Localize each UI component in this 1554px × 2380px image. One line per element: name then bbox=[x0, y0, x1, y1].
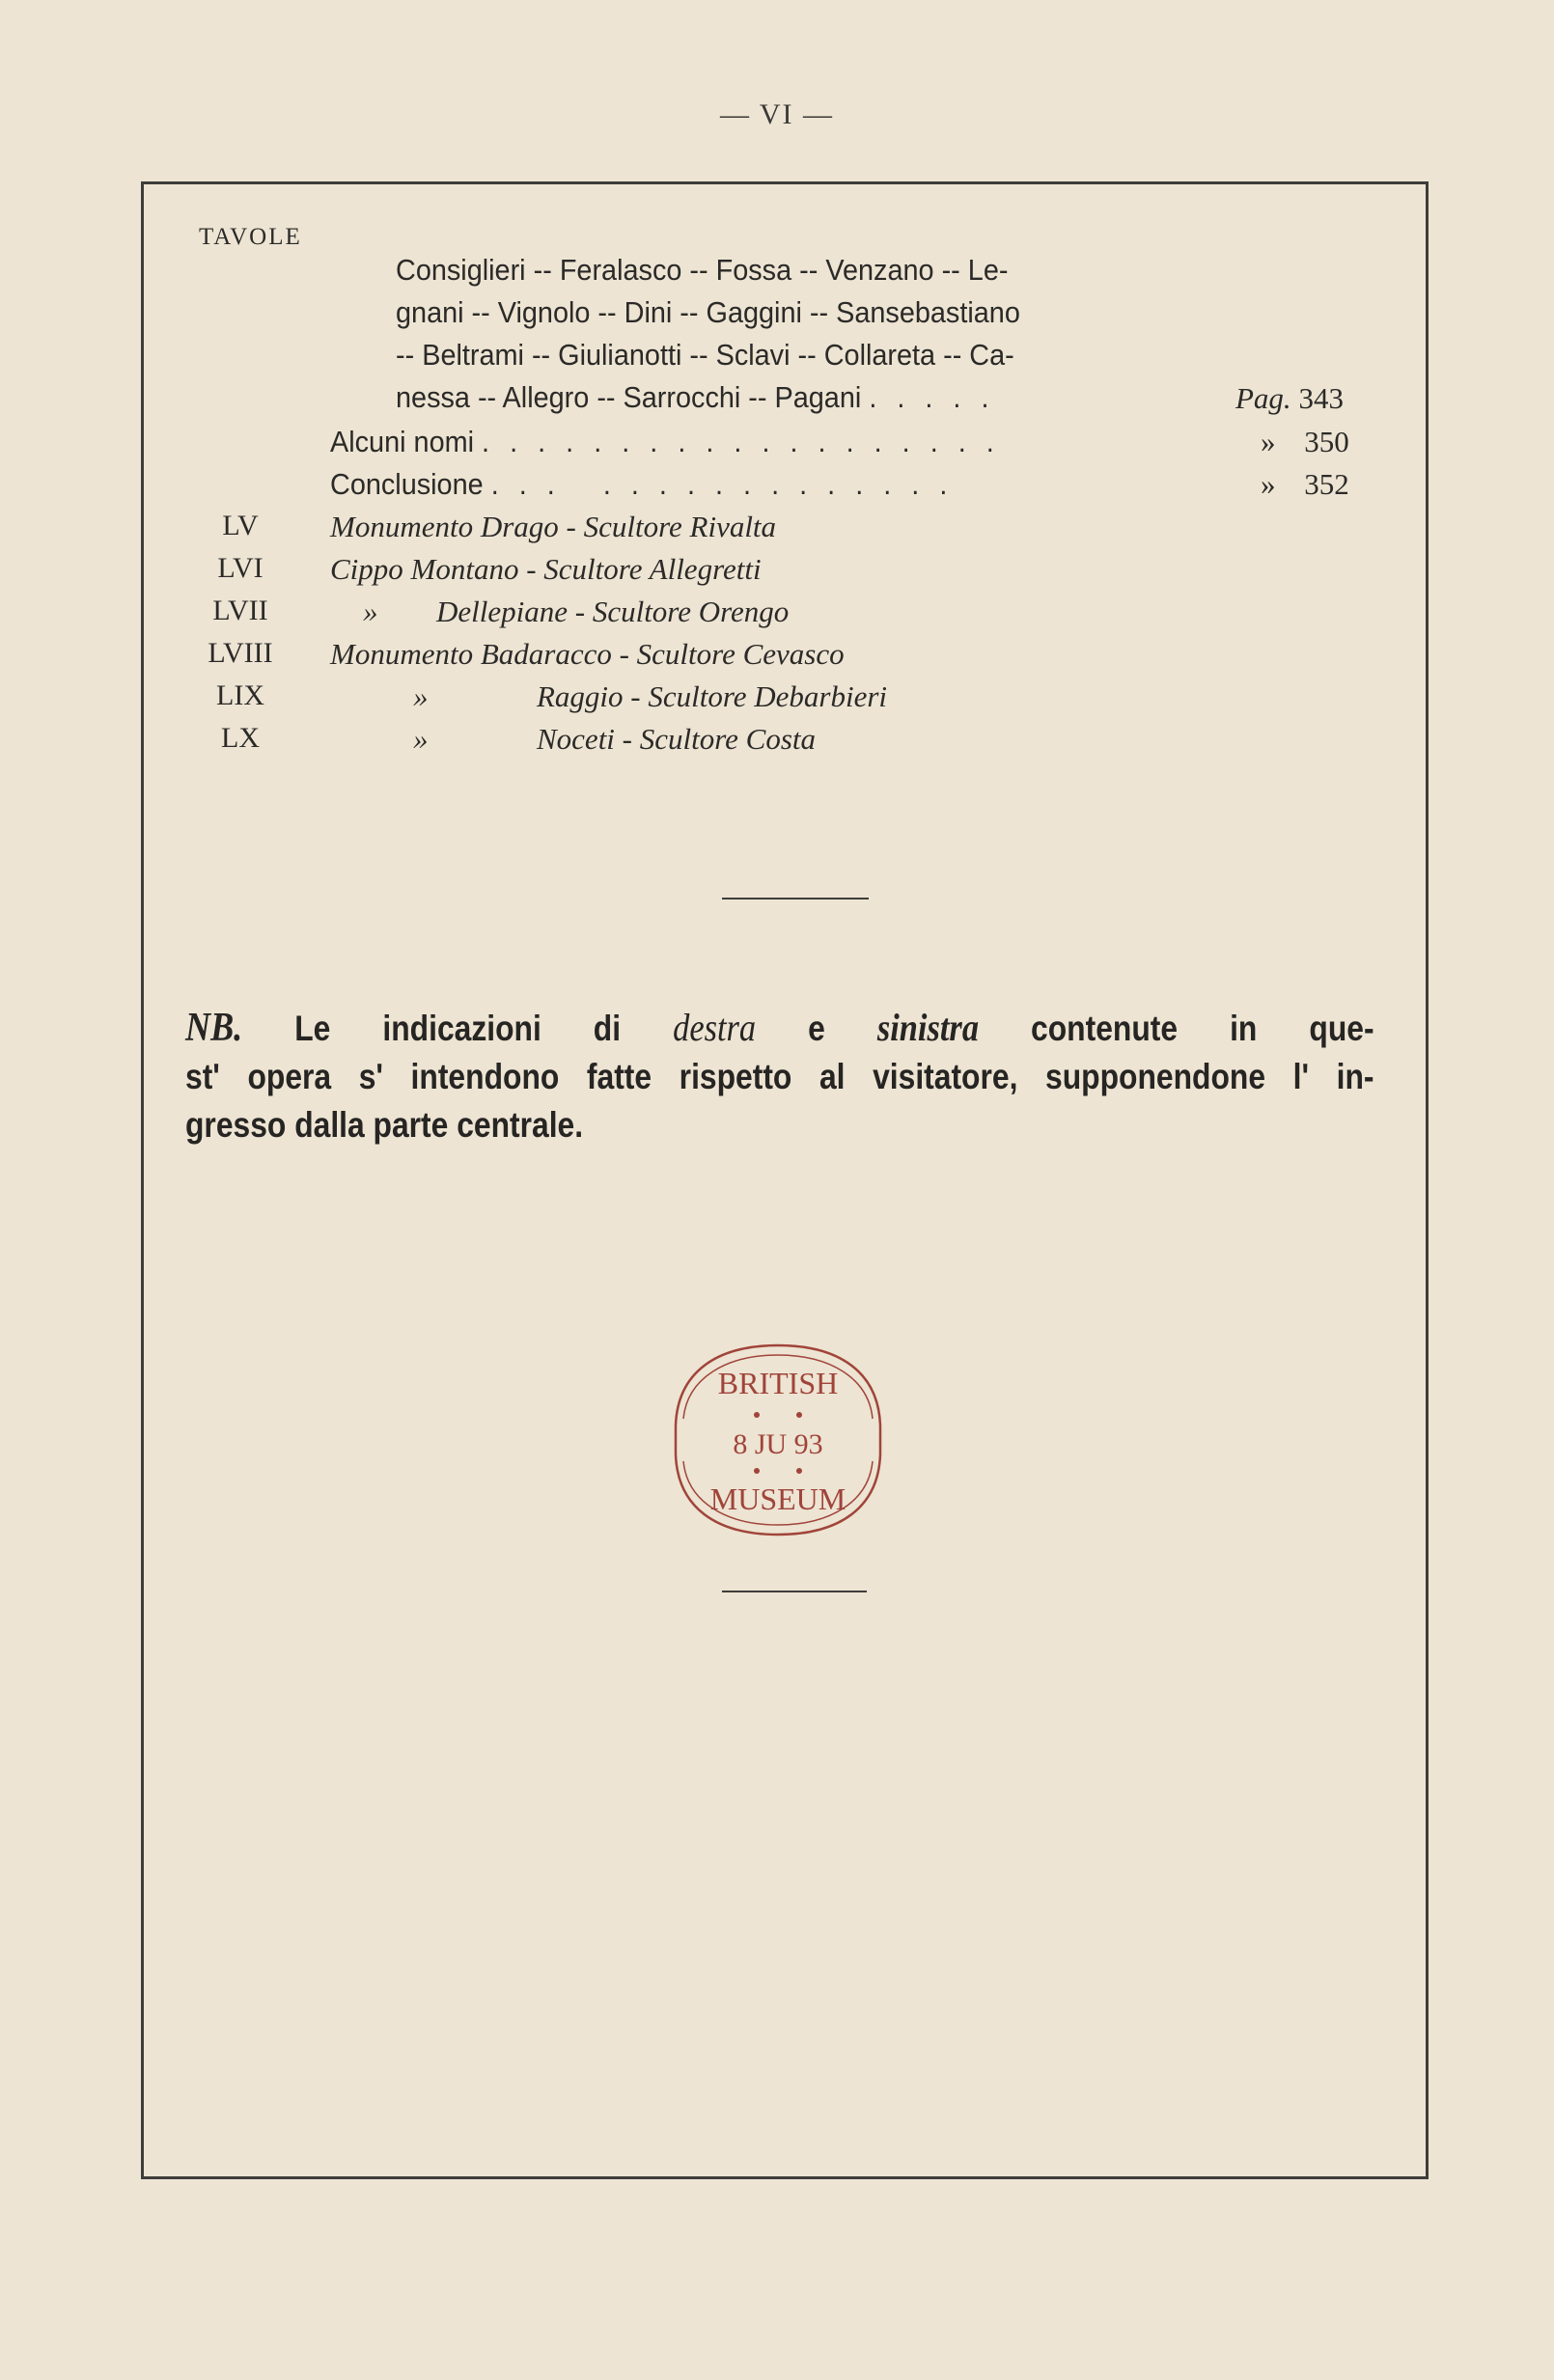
pag-label: Pag. bbox=[1235, 381, 1291, 415]
page-value: 343 bbox=[1298, 381, 1344, 415]
plate-number: LVII bbox=[212, 595, 268, 626]
nb-text: e bbox=[808, 1009, 825, 1048]
page-number: — VI — bbox=[719, 98, 835, 130]
toc-page-ref bbox=[1261, 425, 1349, 459]
page-value: 352 bbox=[1304, 467, 1349, 501]
museum-stamp bbox=[649, 1334, 907, 1546]
plate-ditto: » bbox=[363, 595, 378, 628]
plate-number: LVI bbox=[217, 552, 264, 584]
plate-title: Noceti - Scultore Costa bbox=[537, 722, 817, 756]
toc-entry-title: Alcuni nomi bbox=[330, 425, 475, 458]
ditto-mark: » bbox=[1261, 425, 1276, 458]
continuation-page-ref bbox=[1235, 381, 1344, 416]
nb-text: contenute in que- bbox=[1031, 1009, 1374, 1048]
continuation-line: Consiglieri -- Feralasco -- Fossa -- Venzano -- Le- bbox=[396, 253, 1009, 287]
divider-rule bbox=[722, 1591, 867, 1592]
toc-entry-conclusione bbox=[330, 467, 954, 502]
nb-destra: destra bbox=[673, 1006, 757, 1049]
stamp-bottom-text: MUSEUM bbox=[709, 1481, 846, 1516]
continuation-line-text: nessa -- Allegro -- Sarrocchi -- Pagani bbox=[396, 380, 862, 414]
continuation-line bbox=[396, 376, 1204, 419]
page-value: 350 bbox=[1304, 425, 1349, 458]
plate-title: Dellepiane - Scultore Orengo bbox=[436, 595, 790, 628]
nb-line-3: gresso dalla parte centrale. bbox=[185, 1105, 584, 1145]
plate-title: Cippo Montano - Scultore Allegretti bbox=[330, 552, 762, 586]
divider-rule bbox=[722, 898, 869, 899]
continuation-line: gnani -- Vignolo -- Dini -- Gaggini -- Sansebastiano bbox=[396, 295, 1020, 329]
nb-line-2: st' opera s' intendono fatte rispetto al visitatore, supponendone l' in- bbox=[185, 1057, 1374, 1096]
plate-number: LIX bbox=[216, 679, 264, 711]
plate-title: Monumento Drago - Scultore Rivalta bbox=[330, 510, 777, 543]
nb-text: Le indicazioni di bbox=[294, 1009, 622, 1048]
leader-dots: . . . . . . . . . . . . . . . . bbox=[490, 467, 954, 501]
plate-ditto: » bbox=[413, 722, 429, 756]
toc-page-ref bbox=[1261, 467, 1349, 502]
plate-number: LX bbox=[221, 722, 260, 754]
stamp-top-text: BRITISH bbox=[717, 1366, 839, 1400]
plate-title: Raggio - Scultore Debarbieri bbox=[537, 679, 888, 713]
plate-title: Monumento Badaracco - Scultore Cevasco bbox=[330, 637, 845, 671]
continuation-line: -- Beltrami -- Giulianotti -- Sclavi -- Collareta -- Ca- bbox=[396, 338, 1014, 372]
plate-ditto: » bbox=[413, 679, 429, 713]
leader-dots: . . . . . . . . . . . . . . . . . . . bbox=[482, 425, 1001, 458]
leader-dots: . . . . . bbox=[869, 380, 995, 414]
stamp-date: 8 JU 93 bbox=[733, 1428, 823, 1460]
nb-label: NB. bbox=[185, 1006, 243, 1050]
continuation-entry bbox=[396, 249, 1204, 419]
ditto-mark: » bbox=[1261, 467, 1276, 501]
plate-number: LVIII bbox=[208, 637, 273, 669]
nb-line-1 bbox=[185, 1004, 1374, 1053]
plate-number: LV bbox=[222, 510, 259, 541]
nb-note bbox=[185, 1004, 1374, 1149]
tavole-heading: TAVOLE bbox=[199, 224, 302, 250]
toc-entry-alcuni-nomi bbox=[330, 425, 1000, 459]
toc-entry-title: Conclusione bbox=[330, 467, 484, 501]
nb-sinistra: sinistra bbox=[876, 1006, 980, 1049]
